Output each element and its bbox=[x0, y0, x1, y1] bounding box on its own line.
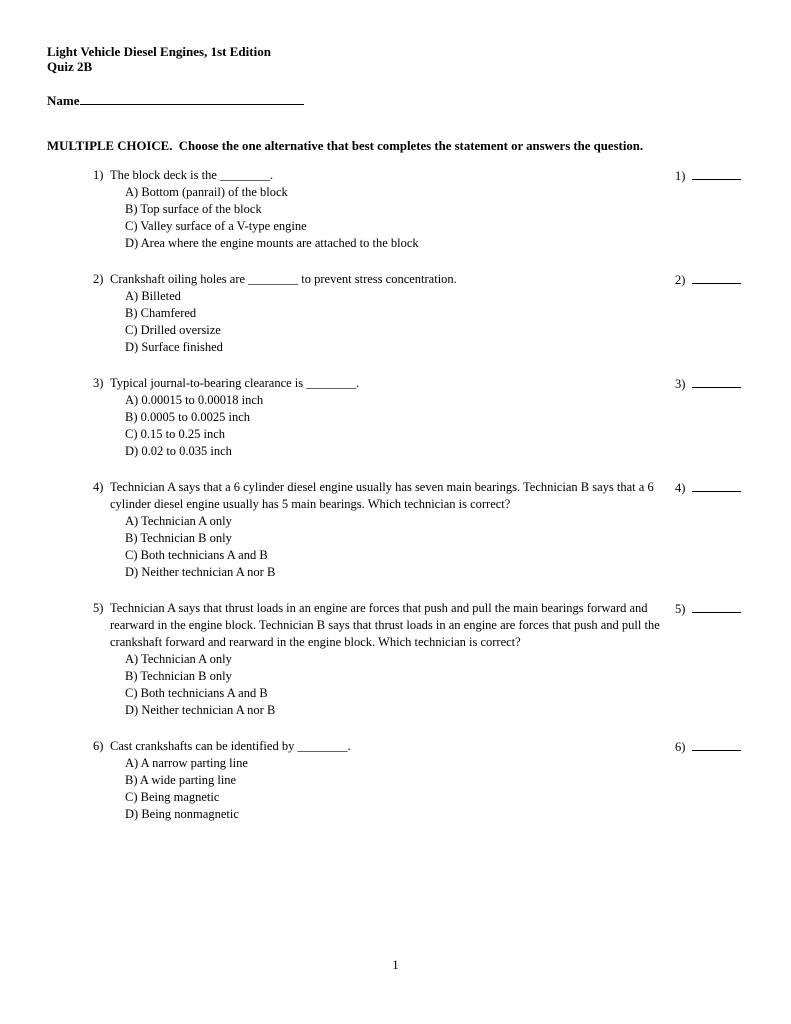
answer-option: A) Bottom (panrail) of the block bbox=[125, 185, 288, 199]
question-list bbox=[47, 167, 745, 823]
answer-blank-line bbox=[692, 271, 741, 284]
question-stem bbox=[93, 600, 662, 651]
answer-slot bbox=[675, 738, 741, 756]
answer-option: B) Technician B only bbox=[125, 669, 232, 683]
question-text: Cast crankshafts can be identified by ________. bbox=[110, 739, 351, 753]
answer-number: 6) bbox=[675, 740, 686, 754]
question-2 bbox=[47, 271, 745, 356]
answer-option: B) A wide parting line bbox=[125, 773, 237, 787]
answer-option: B) 0.0005 to 0.0025 inch bbox=[125, 410, 250, 424]
question-stem bbox=[93, 738, 662, 755]
answer-option: A) A narrow parting line bbox=[125, 756, 248, 770]
answer-option: C) Drilled oversize bbox=[125, 323, 221, 337]
question-number: 2) bbox=[93, 272, 104, 286]
answer-option: D) Surface finished bbox=[125, 340, 223, 354]
question-4 bbox=[47, 479, 745, 581]
answer-blank-line bbox=[692, 167, 741, 180]
question-stem bbox=[93, 479, 662, 513]
answer-number: 3) bbox=[675, 377, 686, 391]
question-text: The block deck is the ________. bbox=[110, 168, 274, 182]
answer-slot bbox=[675, 479, 741, 497]
answer-slot bbox=[675, 375, 741, 393]
answer-option: B) Chamfered bbox=[125, 306, 197, 320]
answer-option: A) 0.00015 to 0.00018 inch bbox=[125, 393, 264, 407]
question-1 bbox=[47, 167, 745, 252]
answer-blank-line bbox=[692, 375, 741, 388]
answer-option: B) Top surface of the block bbox=[125, 202, 262, 216]
question-text: Typical journal-to-bearing clearance is ________. bbox=[110, 376, 360, 390]
answer-option: D) Being nonmagnetic bbox=[125, 807, 239, 821]
answer-blank-line bbox=[692, 479, 741, 492]
name-blank-line bbox=[80, 91, 304, 105]
question-text: Crankshaft oiling holes are ________ to prevent stress concentration. bbox=[110, 272, 457, 286]
answer-option: C) 0.15 to 0.25 inch bbox=[125, 427, 225, 441]
answer-number: 1) bbox=[675, 169, 686, 183]
document-title: Light Vehicle Diesel Engines, 1st Edition bbox=[47, 44, 271, 59]
question-text: Technician A says that a 6 cylinder diesel engine usually has seven main bearings. Technician B says that a 6 cylinder diesel engine usually has 5 main bearings. Which technician is correct? bbox=[110, 480, 654, 511]
question-number: 6) bbox=[93, 739, 104, 753]
quiz-number: Quiz 2B bbox=[47, 59, 93, 74]
answer-option: D) 0.02 to 0.035 inch bbox=[125, 444, 232, 458]
question-3 bbox=[47, 375, 745, 460]
answer-option: C) Valley surface of a V-type engine bbox=[125, 219, 307, 233]
question-5 bbox=[47, 600, 745, 719]
question-stem bbox=[93, 375, 662, 392]
question-text: Technician A says that thrust loads in an engine are forces that push and pull the main bearings forward and rearward in the engine block. Technician B says that thrust loads in an engine are forces that push and pull the crankshaft forward and rearward in the engine block. Which technician is correct? bbox=[110, 601, 660, 649]
question-number: 5) bbox=[93, 601, 104, 615]
question-number: 1) bbox=[93, 168, 104, 182]
page-number: 1 bbox=[392, 958, 399, 972]
answer-option: C) Being magnetic bbox=[125, 790, 220, 804]
answer-blank-line bbox=[692, 738, 741, 751]
answer-number: 5) bbox=[675, 602, 686, 616]
answer-option: A) Billeted bbox=[125, 289, 181, 303]
name-label: Name bbox=[47, 93, 80, 108]
question-number: 4) bbox=[93, 480, 104, 494]
instructions: MULTIPLE CHOICE. Choose the one alternative that best completes the statement or answers the question. bbox=[47, 139, 644, 153]
answer-option: D) Neither technician A nor B bbox=[125, 565, 276, 579]
answer-option: A) Technician A only bbox=[125, 514, 232, 528]
answer-option: C) Both technicians A and B bbox=[125, 686, 268, 700]
answer-option: D) Neither technician A nor B bbox=[125, 703, 276, 717]
question-number: 3) bbox=[93, 376, 104, 390]
answer-slot bbox=[675, 600, 741, 618]
question-6 bbox=[47, 738, 745, 823]
question-stem bbox=[93, 271, 662, 288]
answer-number: 4) bbox=[675, 481, 686, 495]
answer-slot bbox=[675, 271, 741, 289]
answer-blank-line bbox=[692, 600, 741, 613]
question-stem bbox=[93, 167, 662, 184]
answer-slot bbox=[675, 167, 741, 185]
answer-option: A) Technician A only bbox=[125, 652, 232, 666]
answer-option: C) Both technicians A and B bbox=[125, 548, 268, 562]
answer-number: 2) bbox=[675, 273, 686, 287]
name-row bbox=[47, 91, 745, 110]
answer-option: B) Technician B only bbox=[125, 531, 232, 545]
answer-option: D) Area where the engine mounts are attached to the block bbox=[125, 236, 419, 250]
